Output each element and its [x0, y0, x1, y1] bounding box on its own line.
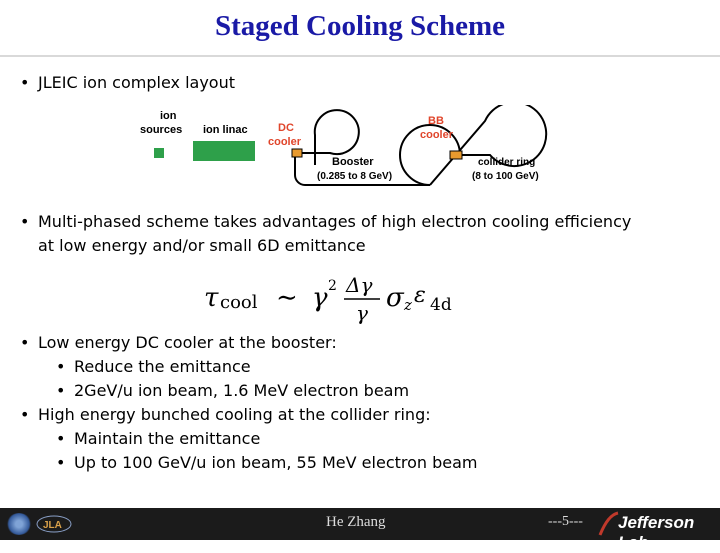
bullet-3	[20, 333, 337, 352]
bullet-3-sub-1-text: Reduce the emittance	[74, 357, 251, 376]
ion-complex-diagram	[130, 105, 570, 195]
presenter-name: He Zhang	[326, 514, 386, 530]
bullet-dot: •	[20, 212, 30, 231]
bullet-2	[20, 212, 631, 231]
ion-sources-label-2: sources	[140, 124, 183, 136]
jsa-logo	[36, 515, 72, 533]
bullet-2-line2	[38, 236, 366, 255]
ion-linac-block	[193, 141, 255, 161]
formula-epsilon: ε	[414, 283, 426, 308]
dc-cooler-label-2: cooler	[268, 136, 302, 148]
bullet-1-text: JLEIC ion complex layout	[38, 73, 235, 92]
collider-label-2: (8 to 100 GeV)	[472, 171, 539, 182]
collider-label-1: collider ring	[478, 157, 536, 168]
bb-cooler-box	[450, 151, 462, 159]
formula-delta-gamma: Δγ	[346, 273, 373, 297]
formula-z: z	[404, 296, 412, 314]
ion-sources-label-1: ion	[160, 110, 177, 122]
sub-bullet-dot: •	[56, 429, 66, 448]
sub-bullet-dot: •	[56, 453, 66, 472]
svg-text:JLA: JLA	[43, 520, 62, 531]
bullet-4-sub-2	[56, 453, 478, 472]
bullet-3-text: Low energy DC cooler at the booster:	[38, 333, 337, 352]
footer-bar	[0, 508, 720, 552]
booster-label-2: (0.285 to 8 GeV)	[317, 171, 393, 182]
bullet-dot: •	[20, 73, 30, 92]
bullet-4-sub-1-text: Maintain the emittance	[74, 429, 261, 448]
jefferson-lab-logo: Jefferson Lab	[618, 513, 695, 552]
dc-cooler-label-1: DC	[278, 122, 294, 134]
bullet-dot: •	[20, 405, 30, 424]
bullet-4-sub-2-text: Up to 100 GeV/u ion beam, 55 MeV electron beam	[74, 453, 478, 472]
cooling-time-formula	[200, 270, 490, 328]
bullet-3-sub-2-text: 2GeV/u ion beam, 1.6 MeV electron beam	[74, 381, 410, 400]
bullet-2-text-line2: at low energy and/or small 6D emittance	[38, 236, 366, 255]
title-divider	[0, 55, 720, 57]
formula-sigma: σ	[386, 283, 404, 313]
bb-cooler-label-2: cooler	[420, 129, 454, 141]
booster-label-1: Booster	[332, 156, 374, 168]
sub-bullet-dot: •	[56, 357, 66, 376]
bullet-4	[20, 405, 431, 424]
formula-sim: ∼	[276, 283, 298, 313]
formula-cool: cool	[220, 292, 258, 313]
ion-sources-block	[154, 148, 164, 158]
ion-linac-label: ion linac	[203, 124, 248, 136]
formula-gamma: γ	[312, 283, 328, 313]
bb-cooler-label-1: BB	[428, 115, 444, 127]
jlab-swoosh-icon	[598, 511, 620, 537]
formula-tau: τ	[204, 283, 219, 313]
formula-square: 2	[328, 278, 337, 294]
doe-seal-logo	[6, 513, 32, 535]
formula-4d: 4d	[430, 295, 452, 315]
bullet-dot: •	[20, 333, 30, 352]
formula-denominator: γ	[356, 301, 368, 325]
page-number: ---5---	[548, 514, 583, 529]
slide-title: Staged Cooling Scheme	[215, 10, 505, 42]
bullet-4-sub-1	[56, 429, 260, 448]
dc-cooler-box	[292, 149, 302, 157]
bullet-1	[20, 73, 235, 92]
sub-bullet-dot: •	[56, 381, 66, 400]
bullet-3-sub-2	[56, 381, 409, 400]
bullet-4-text: High energy bunched cooling at the collider ring:	[38, 405, 431, 424]
bullet-2-text-line1: Multi-phased scheme takes advantages of high electron cooling efficiency	[38, 212, 632, 231]
bullet-3-sub-1	[56, 357, 251, 376]
